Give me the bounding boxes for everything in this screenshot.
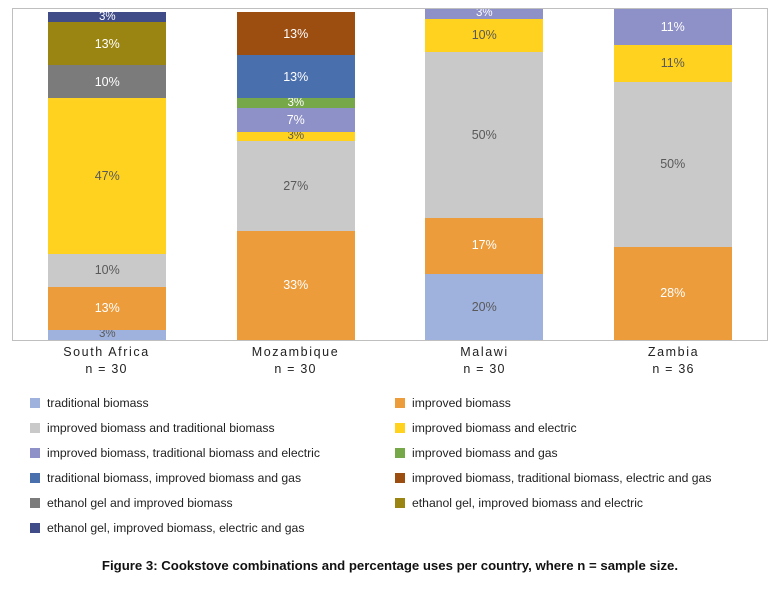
- bar-segment[interactable]: [237, 12, 355, 55]
- bar-segment-label: 13%: [283, 26, 309, 41]
- legend-item[interactable]: [30, 496, 395, 510]
- bar-segment-label: 3%: [287, 131, 305, 142]
- bar-column: [579, 9, 768, 340]
- legend-label: ethanol gel, improved biomass, electric and gas: [47, 521, 305, 535]
- bar-segment-label: 3%: [475, 9, 493, 19]
- chart-legend: [30, 396, 760, 546]
- bar-segment[interactable]: [48, 330, 166, 340]
- bar-segment[interactable]: [425, 218, 543, 274]
- legend-item[interactable]: [395, 421, 760, 435]
- bar-segment[interactable]: [425, 19, 543, 52]
- x-axis-sample-size: n = 30: [274, 362, 317, 376]
- bar-segment-label: 10%: [94, 74, 120, 89]
- bar-segment-label: 10%: [94, 263, 120, 278]
- bar-segment-label: 3%: [98, 12, 116, 23]
- legend-label: improved biomass, traditional biomass, electric and gas: [412, 471, 712, 485]
- bar-segment[interactable]: [237, 141, 355, 230]
- bar-segment-label: 47%: [94, 168, 120, 183]
- legend-label: improved biomass and traditional biomass: [47, 421, 275, 435]
- bar-segment-label: 13%: [283, 69, 309, 84]
- bar-segment-label: 20%: [471, 299, 497, 314]
- figure-caption: Figure 3: Cookstove combinations and percentage uses per country, where n = sample size.: [101, 558, 679, 573]
- stacked-bar[interactable]: [48, 12, 166, 340]
- stacked-bar[interactable]: [614, 9, 732, 340]
- legend-swatch-icon: [395, 448, 405, 458]
- legend-swatch-icon: [395, 423, 405, 433]
- legend-label: improved biomass: [412, 396, 511, 410]
- legend-label: improved biomass, traditional biomass and electric: [47, 446, 320, 460]
- bar-segment[interactable]: [237, 98, 355, 108]
- x-axis-sample-size: n = 30: [463, 362, 506, 376]
- x-axis-country-name: South Africa: [63, 345, 150, 359]
- legend-label: improved biomass and electric: [412, 421, 577, 435]
- x-axis-label: [201, 345, 390, 387]
- legend-item[interactable]: [395, 396, 760, 410]
- bar-segment[interactable]: [48, 98, 166, 254]
- bar-segment-label: 10%: [471, 28, 497, 43]
- legend-item[interactable]: [395, 446, 760, 460]
- x-axis-label: [12, 345, 201, 387]
- legend-swatch-icon: [395, 498, 405, 508]
- bar-column: [13, 9, 202, 340]
- legend-item[interactable]: [30, 446, 395, 460]
- bar-segment[interactable]: [614, 82, 732, 248]
- stacked-bar[interactable]: [425, 9, 543, 340]
- bar-column: [202, 9, 391, 340]
- legend-swatch-icon: [30, 498, 40, 508]
- legend-label: ethanol gel, improved biomass and electric: [412, 496, 644, 510]
- bar-segment[interactable]: [237, 231, 355, 340]
- legend-swatch-icon: [30, 473, 40, 483]
- x-axis-label: [579, 345, 768, 387]
- legend-item[interactable]: [395, 496, 760, 510]
- bar-segment-label: 27%: [283, 178, 309, 193]
- legend-label: traditional biomass, improved biomass and gas: [47, 471, 302, 485]
- bar-segment-label: 50%: [660, 157, 686, 172]
- x-axis-category-labels: [12, 345, 768, 387]
- legend-item[interactable]: [30, 521, 395, 535]
- x-axis-country-name: Zambia: [647, 345, 700, 359]
- x-axis-country-name: Mozambique: [251, 345, 340, 359]
- bar-segment[interactable]: [425, 274, 543, 340]
- bar-segment-label: 11%: [660, 56, 685, 71]
- x-axis-country-name: Malawi: [460, 345, 509, 359]
- bar-segment[interactable]: [237, 108, 355, 131]
- legend-item[interactable]: [30, 421, 395, 435]
- bar-segment[interactable]: [48, 65, 166, 98]
- bar-segment-label: 50%: [471, 127, 497, 142]
- legend-swatch-icon: [30, 398, 40, 408]
- bar-column: [390, 9, 579, 340]
- legend-swatch-icon: [30, 423, 40, 433]
- bar-segment[interactable]: [614, 247, 732, 340]
- bar-segment[interactable]: [425, 9, 543, 19]
- bar-segment[interactable]: [48, 12, 166, 22]
- bar-segment-label: 17%: [471, 238, 497, 253]
- legend-item[interactable]: [30, 396, 395, 410]
- bar-segment-label: 28%: [660, 286, 686, 301]
- legend-swatch-icon: [395, 398, 405, 408]
- legend-label: ethanol gel and improved biomass: [47, 496, 233, 510]
- legend-label: improved biomass and gas: [412, 446, 558, 460]
- legend-item[interactable]: [30, 471, 395, 485]
- legend-swatch-icon: [30, 448, 40, 458]
- x-axis-sample-size: n = 36: [652, 362, 695, 376]
- stacked-bar[interactable]: [237, 12, 355, 340]
- bar-segment-label: 33%: [283, 278, 309, 293]
- bar-segment[interactable]: [237, 132, 355, 142]
- bar-segment-label: 3%: [287, 98, 305, 109]
- bar-segment[interactable]: [48, 254, 166, 287]
- bar-segment-label: 3%: [98, 330, 116, 340]
- bar-segment[interactable]: [614, 9, 732, 45]
- x-axis-label: [390, 345, 579, 387]
- legend-item[interactable]: [395, 471, 760, 485]
- legend-swatch-icon: [30, 523, 40, 533]
- bar-segment[interactable]: [48, 287, 166, 330]
- bar-segment-label: 13%: [94, 301, 120, 316]
- bar-segment[interactable]: [48, 22, 166, 65]
- x-axis-sample-size: n = 30: [85, 362, 128, 376]
- bar-segment[interactable]: [614, 45, 732, 81]
- bar-segment-label: 13%: [94, 36, 120, 51]
- bar-segment-label: 7%: [286, 112, 305, 127]
- bar-segment[interactable]: [425, 52, 543, 218]
- stacked-bar-plot-area: [13, 9, 767, 340]
- legend-label: traditional biomass: [47, 396, 149, 410]
- bar-segment-label: 11%: [660, 19, 685, 34]
- chart-plot-box: [12, 8, 768, 341]
- legend-swatch-icon: [395, 473, 405, 483]
- bar-segment[interactable]: [237, 55, 355, 98]
